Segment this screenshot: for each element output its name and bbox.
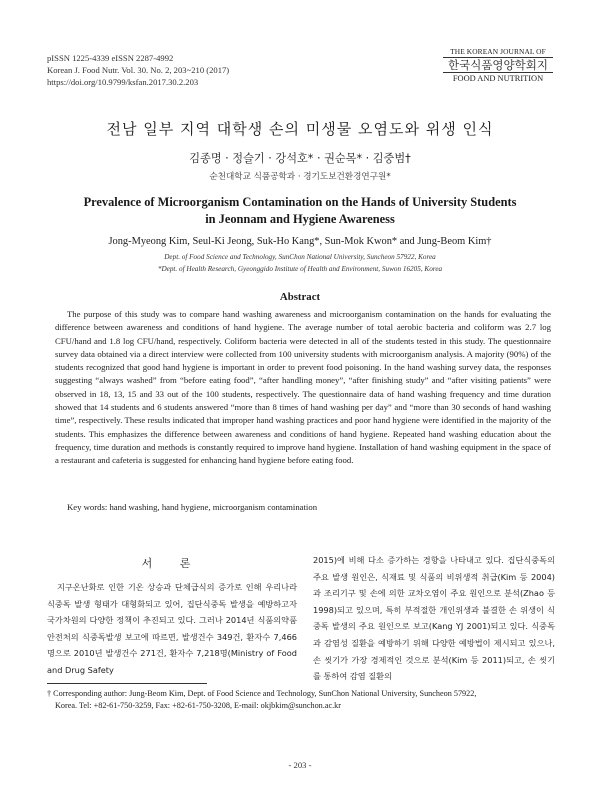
- body-paragraph-right: 2015)에 비해 다소 증가하는 경향을 나타내고 있다. 집단식중독의 주요 발생 원인은, 식재료 및 식품의 비위생적 취급(Kim 등 2004)과 조리기구 및 손에 의한 교차오염이 주요 원인으로 분석(Zhao 등 1998)되고 있으며, 특히 부적절한 개인위생과 불결한 손 위생이 식중독 발생의 주요 원인으로 보고(Kang YJ 2001)되고 있다. 식중독과 감염성 질환을 예방하기 위해 다양한 예방법이 제시되고 있으나, 손 씻기가 가장 경제적인 것으로 분석(Kim 등 2011)되고, 손 씻기를 통하여 감염 질환의: [313, 555, 555, 682]
- doi-link[interactable]: https://doi.org/10.9799/ksfan.2017.30.2.203: [47, 77, 199, 87]
- affiliation-english-1: Dept. of Food Science and Technology, SunChon National University, Suncheon 57922, Korea: [164, 253, 436, 261]
- header-meta: [47, 52, 229, 88]
- body-column-left: [47, 579, 297, 679]
- footnote: [47, 688, 555, 712]
- issn-line: pISSN 1225-4339 eISSN 2287-4992: [47, 53, 174, 63]
- page-number: - 203 -: [288, 760, 312, 770]
- footnote-divider: [47, 683, 207, 684]
- authors-korean: 김종명 · 정슬기 · 강석호* · 권순목* · 김중범†: [189, 152, 411, 165]
- title-english-line1: Prevalence of Microorganism Contamination on the Hands of University Students: [83, 195, 517, 209]
- keywords: Key words: hand washing, hand hygiene, microorganism contamination: [67, 502, 318, 512]
- journal-en-bottom: FOOD AND NUTRITION: [443, 72, 553, 83]
- journal-en-top: THE KOREAN JOURNAL OF: [443, 47, 553, 58]
- affiliation-english-2: *Dept. of Health Research, Gyeonggido Institute of Health and Environment, Suwon 16205, Korea: [157, 264, 443, 273]
- authors-english: Jong-Myeong Kim, Seul-Ki Jeong, Suk-Ho Kang*, Sun-Mok Kwon* and Jung-Beom Kim†: [108, 236, 492, 247]
- title-korean: 전남 일부 지역 대학생 손의 미생물 오염도와 위생 인식: [106, 120, 494, 138]
- section-heading-introduction: 서 론: [141, 557, 203, 570]
- abstract-text: The purpose of this study was to compare hand washing awareness and microorganism contamination on the hands for evaluating the difference between awareness and conditions of hand hygiene. The average number of total aerobic bacteria and coliform was 2.7 log CFU/hand and 1.8 log CFU/hand, respectively. Coliform bacteria were detected in all of the students tested in this study. The questionnaire survey data obtained via a direct interview were collected from 100 university students with microorganism analysis. A majority (90%) of the students recognized that good hand hygiene is important in order to prevent food poisoning. In the hand washing survey data, the responses suggesting “always washed” from “before eating food”, “after handling money”, “after finishing study” and “after visiting patients” were observed in 18, 13, 15 and 33 out of the 100 students, respectively. The questionnaire data of hand washing frequency and time duration showed that 14 students and 6 students answered “more than 8 times of hand washing per day” and “more than 30 seconds of hand washing time”, respectively. These results indicated that improper hand washing practices and poor hand hygiene were identified in the majority of the students. This emphasizes the difference between awareness and conditions of hand hygiene. Repeated hand washing education about the frequency, time duration and methods is constantly required to improve hand hygiene. Installation of hand washing equipment in the space of a restaurant and cafeteria is suggested for enhancing hand hygiene before eating food.: [55, 309, 551, 466]
- title-english-line2: in Jeonnam and Hygiene Awareness: [205, 212, 395, 226]
- footnote-line1: † Corresponding author: Jung-Beom Kim, Dept. of Food Science and Technology, SunChon National University, Suncheon 57922,: [47, 689, 477, 698]
- citation-line: Korean J. Food Nutr. Vol. 30. No. 2, 203~210 (2017): [47, 65, 230, 75]
- footnote-line2: Korea. Tel: +82-61-750-3259, Fax: +82-61-750-3208, E-mail: okjbkim@sunchon.ac.kr: [55, 701, 341, 710]
- affiliation-korean: 순천대학교 식품공학과 · 경기도보건환경연구원*: [209, 172, 391, 182]
- affiliation-english: [0, 252, 600, 275]
- journal-ko: 한국식품영양학회지: [448, 58, 548, 72]
- body-column-right: [313, 552, 555, 685]
- abstract-heading: Abstract: [279, 291, 321, 303]
- title-english: [0, 194, 600, 228]
- journal-logo: [443, 47, 553, 83]
- body-paragraph-left: 지구온난화로 인한 기온 상승과 단체급식의 증가로 인해 우리나라 식중독 발생 형태가 대형화되고 있어, 집단식중독 발생을 예방하고자 국가차원의 다양한 정책이 추진되고 있다. 그러나 2014년 식품의약품안전처의 식중독발생 보고에 따르면, 발생건수 349건, 환자수 7,466명으로 2010년 발생건수 271건, 환자수 7,218명(Ministry of Food and Drug Safety: [47, 582, 297, 675]
